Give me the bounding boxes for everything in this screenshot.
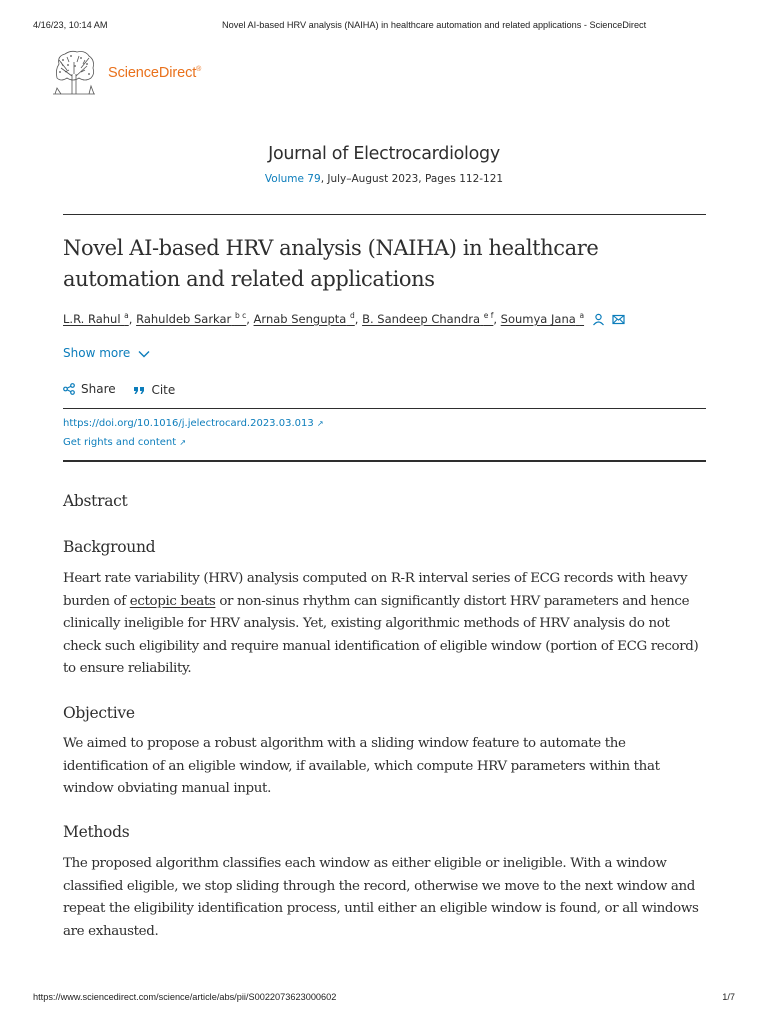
volume-info	[0, 173, 768, 185]
quote-icon	[133, 385, 145, 395]
header-divider	[63, 214, 706, 215]
background-paragraph: Heart rate variability (HRV) analysis computed on R-R interval series of ECG records with heavy burden of ectopic beats or non-sinus rhythm can significantly distort HRV parameters and hence clinically ineligible for HRV analysis. Yet, existing algorithmic methods of HRV analysis do not check such eligibility and require manual identification of eligible window (portion of ECG record) to ensure reliability.	[63, 571, 699, 676]
methods-paragraph: The proposed algorithm classifies each window as either eligible or ineligible. With a window classified eligible, we stop sliding through the record, otherwise we move to the next window and repeat the eligibility identification process, until either an eligible window is found, or all windows are exhausted.	[63, 856, 699, 939]
print-page-title: Novel AI-based HRV analysis (NAIHA) in healthcare automation and related applications - ScienceDirect	[222, 20, 647, 30]
share-icon	[63, 383, 75, 395]
doi-link[interactable]: https://doi.org/10.1016/j.jelectrocard.2023.03.013 ↗	[63, 418, 324, 429]
sciencedirect-logo[interactable]	[49, 48, 239, 98]
author-list: L.R. Rahul $^a$, Rahuldeb Sarkar $^{b c}$, Arnab Sengupta $^d$, B. Sandeep Chandra $^{e f}$, Soumya Jana $^a$	[63, 311, 713, 326]
print-page-number: 1/7	[722, 992, 735, 1002]
doi-divider	[63, 460, 706, 462]
actions-divider	[63, 408, 706, 409]
show-more-label: Show more	[63, 346, 131, 360]
objective-heading: Objective	[63, 704, 135, 722]
objective-paragraph: We aimed to propose a robust algorithm with a sliding window feature to automate the identification of an eligible window, if available, which compute HRV parameters within that window obviating manual input.	[63, 736, 660, 796]
author-link[interactable]: B. Sandeep Chandra $^{e f}$	[362, 311, 494, 326]
elsevier-tree-icon	[49, 48, 99, 96]
journal-title[interactable]: Journal of Electrocardiology	[268, 144, 500, 164]
author-link[interactable]: Soumya Jana $^a$	[500, 311, 585, 326]
article-title: Novel AI-based HRV analysis (NAIHA) in healthcare automation and related applications	[63, 236, 599, 291]
print-footer	[0, 992, 768, 1006]
issue-details: , July–August 2023, Pages 112-121	[320, 173, 504, 185]
background-heading: Background	[63, 538, 156, 556]
chevron-down-icon	[138, 350, 150, 358]
author-link[interactable]: Rahuldeb Sarkar $^{b c}$	[136, 311, 247, 326]
external-link-icon: ↗	[179, 438, 187, 447]
logo-wordmark: ScienceDirect®	[108, 65, 202, 81]
article-actions	[63, 382, 189, 398]
ectopic-beats-link[interactable]: ectopic beats	[129, 593, 216, 609]
print-date: 4/16/23, 10:14 AM	[33, 20, 108, 30]
volume-link[interactable]: Volume 79	[264, 173, 321, 185]
print-header	[0, 17, 768, 31]
author-link[interactable]: L.R. Rahul $^a$	[63, 311, 129, 326]
person-icon[interactable]	[592, 313, 605, 326]
share-button[interactable]	[63, 382, 116, 396]
cite-label: Cite	[151, 383, 176, 397]
external-link-icon: ↗	[316, 419, 324, 428]
email-icon[interactable]	[612, 314, 625, 325]
cite-button[interactable]	[133, 383, 175, 397]
methods-heading: Methods	[63, 823, 130, 841]
show-more-toggle[interactable]	[63, 346, 150, 360]
abstract-heading: Abstract	[63, 492, 128, 510]
share-label: Share	[81, 382, 116, 396]
rights-link[interactable]: Get rights and content ↗	[63, 437, 187, 448]
author-link[interactable]: Arnab Sengupta $^d$	[253, 311, 355, 326]
print-url: https://www.sciencedirect.com/science/article/abs/pii/S0022073623000602	[33, 992, 337, 1002]
